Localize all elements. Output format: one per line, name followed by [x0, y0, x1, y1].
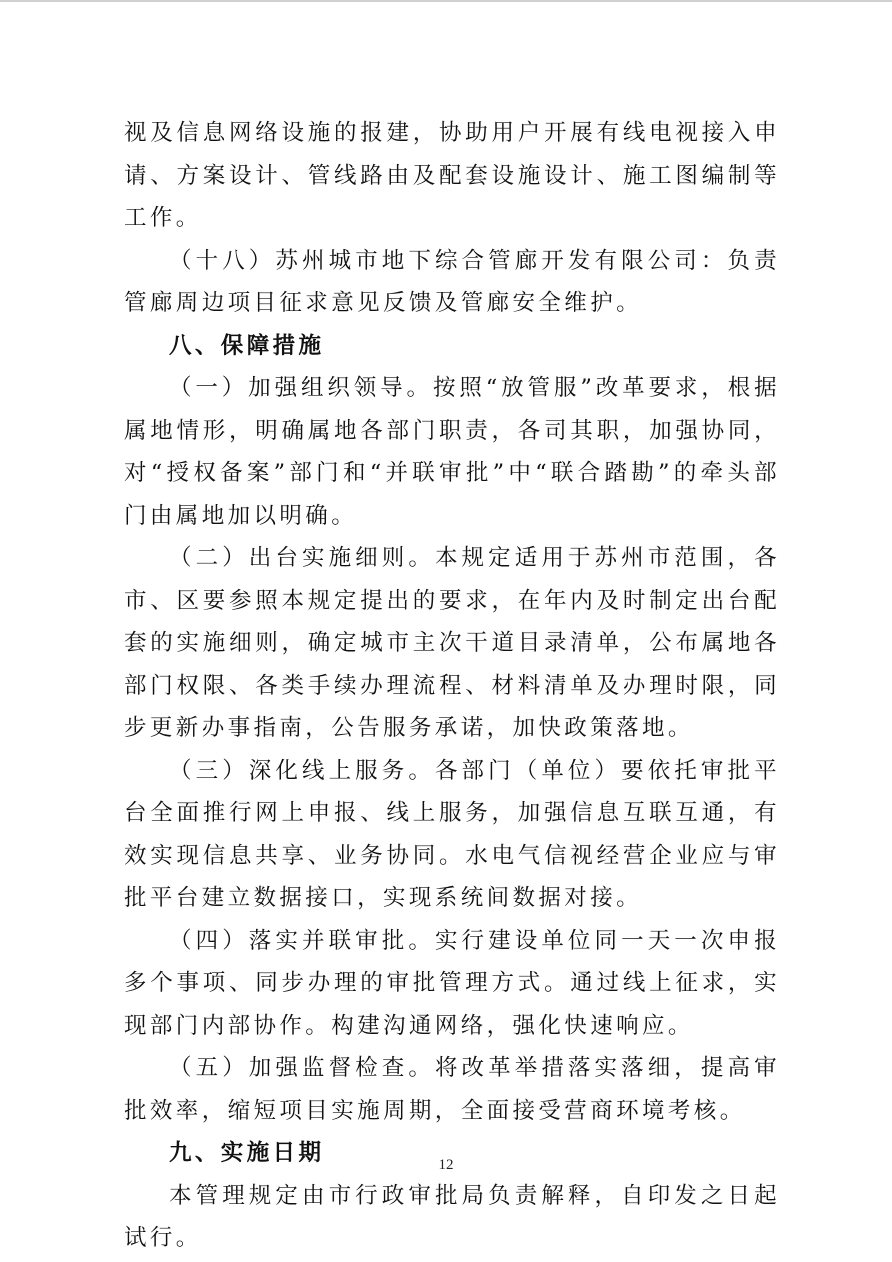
section-heading-8: 八、保障措施	[169, 332, 325, 359]
section-heading-9: 九、实施日期	[169, 1140, 325, 1166]
paragraph-measure-1: （一）加强组织领导。按照“放管服”改革要求，根据属地情形，明确属地各部门职责，各司其职，加强协同，对“授权备案”部门和“并联审批”中“联合踏勘”的牵头部门由属地加以明确。	[124, 375, 780, 529]
top-border-line	[0, 0, 892, 2]
paragraph-measure-2: （二）出台实施细则。本规定适用于苏州市范围，各市、区要参照本规定提出的要求，在年内及时制定出台配套的实施细则，确定城市主次干道目录清单，公布属地各部门权限、各类手续办理流程、材料清单及办理时限，同步更新办事指南，公告服务承诺，加快政策落地。	[124, 545, 780, 741]
paragraph-measure-5: （五）加强监督检查。将改革举措落实落细，提高审批效率，缩短项目实施周期，全面接受营商环境考核。	[124, 1055, 780, 1124]
paragraph-continued: 视及信息网络设施的报建，协助用户开展有线电视接入申请、方案设计、管线路由及配套设施设计、施工图编制等工作。	[124, 120, 780, 231]
paragraph-measure-3: （三）深化线上服务。各部门（单位）要依托审批平台全面推行网上申报、线上服务，加强信息互联互通，有效实现信息共享、业务协同。水电气信视经营企业应与审批平台建立数据接口，实现系统间数据对接。	[124, 757, 780, 911]
paragraph-item-18: （十八）苏州城市地下综合管廊开发有限公司：负责管廊周边项目征求意见反馈及管廊安全维护。	[124, 247, 780, 316]
document-body	[124, 112, 780, 1260]
paragraph-implementation-date: 本管理规定由市行政审批局负责解释，自印发之日起试行。	[124, 1182, 780, 1251]
paragraph-measure-4: （四）落实并联审批。实行建设单位同一天一次申报多个事项、同步办理的审批管理方式。通过线上征求，实现部门内部协作。构建沟通网络，强化快速响应。	[124, 927, 780, 1039]
page-number: 12	[438, 1157, 454, 1173]
